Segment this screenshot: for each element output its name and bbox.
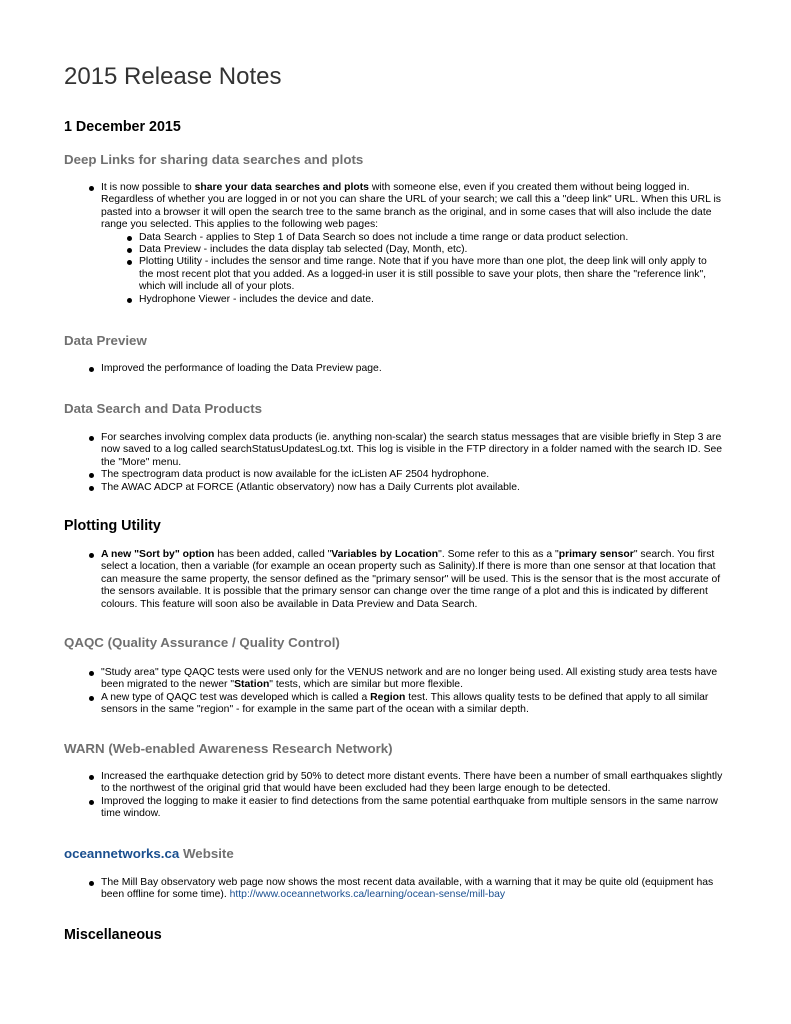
list-item: The AWAC ADCP at FORCE (Atlantic observatory) now has a Daily Currents plot available. <box>101 482 723 494</box>
list-item: "Study area" type QAQC tests were used only for the VENUS network and are no longer being used. All existing study area tests have been migrated to the newer "Station" tests, which are similar but more flexible. <box>101 667 723 692</box>
list-item: Plotting Utility - includes the sensor and time range. Note that if you have more than one plot, the deep link will only apply to the most recent plot that you added. As a logged-in user it is still possible to save your plots, then share the "reference link", which will include all of your plots. <box>139 256 723 293</box>
list-item: For searches involving complex data products (ie. anything non-scalar) the search status messages that are visible briefly in Step 3 are now saved to a log called searchStatusUpdatesLog.txt. This log is visible in the FTP directory in a folder named with the search ID. See the "More" menu. <box>101 432 723 468</box>
list-item: A new "Sort by" option has been added, called "Variables by Location". Some refer to this as a "primary sensor" search. You first select a location, then a variable (for example an ocean property such as Salinity).If there is more than one sensor at that location that can measure the same property, the sensor defined as the "primary sensor" will be used. This is the sensor that is the most accurate of the sensors available. It is possible that the primary sensor can change over the time range of a plot and this is indicated by different colours. This feature will soon also be available in Data Preview and Data Search. <box>101 549 723 611</box>
qaqc-heading: QAQC (Quality Assurance / Quality Control) <box>64 635 340 650</box>
list-item: Increased the earthquake detection grid by 50% to detect more distant events. There have been a number of small earthquakes slightly to the northwest of the original grid that would have been excluded had they been large enough to be detected. <box>101 771 723 795</box>
page-title: 2015 Release Notes <box>64 63 282 90</box>
list-item: The Mill Bay observatory web page now shows the most recent data available, with a warning that it may be quite old (equipment has been offline for some time). http://www.oceannetworks.ca/learning/ocean-sense/mill-bay <box>101 877 723 902</box>
warn-heading: WARN (Web-enabled Awareness Research Network) <box>64 741 393 756</box>
warn-list <box>101 771 723 821</box>
deep-links-sublist <box>139 232 723 306</box>
list-item: Data Search - applies to Step 1 of Data Search so does not include a time range or data product selection. <box>139 232 723 244</box>
data-search-heading: Data Search and Data Products <box>64 401 263 416</box>
deep-links-list <box>101 182 723 306</box>
list-item: The spectrogram data product is now available for the icListen AF 2504 hydrophone. <box>101 469 723 481</box>
list-item: A new type of QAQC test was developed which is called a Region test. This allows quality tests to be defined that apply to all similar sensors in the same "region" - for example in the same part of the ocean with a similar depth. <box>101 692 723 717</box>
list-item: Data Preview - includes the data display tab selected (Day, Month, etc). <box>139 244 723 256</box>
plotting-heading: Plotting Utility <box>64 518 161 534</box>
website-list <box>101 877 723 902</box>
list-item: Hydrophone Viewer - includes the device and date. <box>139 294 723 306</box>
plotting-list <box>101 549 723 611</box>
mill-bay-link[interactable]: http://www.oceannetworks.ca/learning/ocean-sense/mill-bay <box>229 889 506 901</box>
misc-heading: Miscellaneous <box>64 927 162 943</box>
date-heading: 1 December 2015 <box>64 119 181 135</box>
deep-links-heading: Deep Links for sharing data searches and plots <box>64 152 364 167</box>
qaqc-list <box>101 667 723 717</box>
data-preview-list <box>101 363 723 375</box>
list-item: Improved the performance of loading the Data Preview page. <box>101 363 723 375</box>
oceannetworks-link[interactable]: oceannetworks.ca <box>64 846 180 861</box>
data-preview-heading: Data Preview <box>64 333 147 348</box>
website-heading: oceannetworks.ca Website <box>64 846 234 861</box>
data-search-list <box>101 432 723 494</box>
list-item: Improved the logging to make it easier to find detections from the same potential earthquake from multiple sensors in the same narrow time window. <box>101 796 723 821</box>
list-item: It is now possible to share your data searches and plots with someone else, even if you created them without being logged in. Regardless of whether you are logged in or not you can share the URL of your search; we call this a "deep link" URL. When this URL is pasted into a browser it will open the search tree to the same branch as the original, and in some cases that will also include the date range you selected. This applies to the following web pages: Data Search - applies to Step 1 of Data Search so does not include a time range or data product selection. Data Preview - includes the data display tab selected (Day, Month, etc). Plotting Utility - includes the sensor and time range. Note that if you have more than one plot, the deep link will only apply to the most recent plot that you added. As a logged-in user it is still possible to save your plots, then share the "reference link", which will include all of your plots. Hydrophone Viewer - includes the device and date. <box>101 182 723 306</box>
